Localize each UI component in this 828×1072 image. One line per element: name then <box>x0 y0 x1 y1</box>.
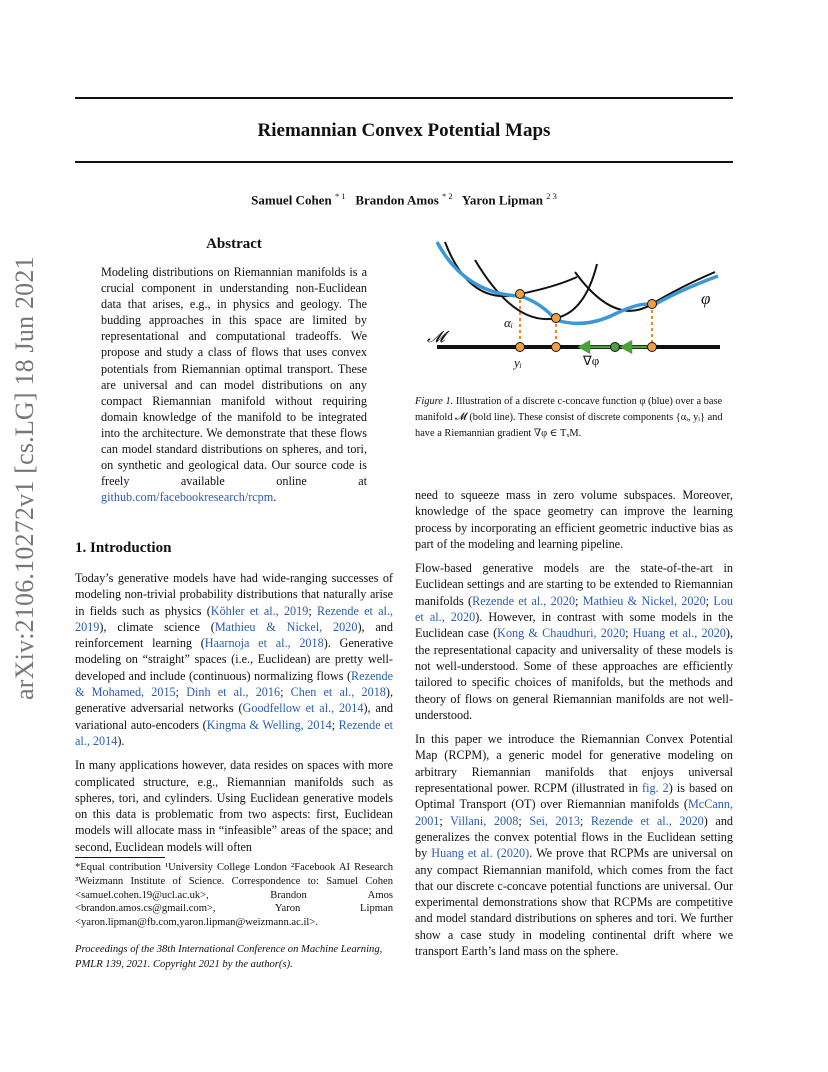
author-2: Brandon Amos <box>355 192 439 208</box>
label-phi: φ <box>701 289 711 308</box>
footnote: *Equal contribution ¹University College London ²Facebook AI Research ³Weizmann Institute of Science. Correspondence to: Samuel Cohen <samuel.cohen.19@ucl.ac.uk>, Brandon Amos <brandon.amos.cs@gmail.com>, Yaron Lipman <yaron.lipman@fb.com,yaron.lipman@weizmann.ac.il>. <box>75 862 393 929</box>
right-paragraph-1: need to squeeze mass in zero volume subspaces. Moreover, knowledge of the space geometry can improve the learning process by incorporating an efficient geometric inductive bias as part of the modeling and learning pipeline. <box>415 488 733 551</box>
citation-link[interactable]: Dinh et al., 2016 <box>186 685 281 700</box>
citation-link[interactable]: fig. 2 <box>642 781 669 796</box>
intro-paragraph-1 <box>75 570 393 749</box>
label-alpha: αᵢ <box>504 315 513 330</box>
paragraph-text: ), and variational auto-encoders ( <box>75 701 394 732</box>
point-3 <box>648 300 657 309</box>
author-1-affiliation: * 1 <box>334 191 346 201</box>
top-rule <box>75 97 733 99</box>
figure-caption <box>415 394 733 441</box>
citation-link[interactable]: Rezende et al., 2014 <box>75 717 394 748</box>
citation-link[interactable]: Rezende & Mohamed, 2015 <box>75 668 393 700</box>
paragraph-text: ; <box>439 813 451 828</box>
x-point <box>611 343 620 352</box>
author-3-affiliation: 2 3 <box>546 191 557 201</box>
paragraph-text: ), climate science ( <box>99 619 215 634</box>
citation-link[interactable]: Sei, 2013 <box>529 813 580 828</box>
paragraph-text: ; <box>331 717 339 732</box>
citation-link[interactable]: Rezende et al., 2020 <box>590 813 704 828</box>
title-bottom-rule <box>75 161 733 163</box>
footnote-rule <box>75 857 165 858</box>
paragraph-text: ). <box>117 733 125 748</box>
y-point-1 <box>516 343 525 352</box>
paragraph-text: In this paper we introduce the Riemannian Convex Potential Map (RCPM), a generic model for generative modeling on arbitrary Riemannian manifolds that enjoys universal representational power. RCPM (illustrated in <box>415 732 733 796</box>
phi-curve <box>437 242 718 323</box>
author-1: Samuel Cohen <box>251 192 332 208</box>
label-manifold: 𝓜 <box>427 329 445 346</box>
label-grad: ∇φ <box>583 353 600 368</box>
arxiv-stamp: arXiv:2106.10272v1 [cs.LG] 18 Jun 2021 <box>10 256 39 700</box>
paragraph-text: ; <box>175 685 187 700</box>
citation-link[interactable]: Mathieu & Nickel, 2020 <box>214 619 358 634</box>
paragraph-text: ; <box>280 685 291 700</box>
citation-link[interactable]: Goodfellow et al., 2014 <box>242 701 364 716</box>
intro-paragraph-2: In many applications however, data resides on spaces with more complicated structure, e.g., Riemannian manifolds such as spheres, tori, and cylinders. Using Euclidean generative models on this data is problematic from two aspects: first, Euclidean models will allocate mass in “infeasible” areas of the space; and second, Euclidean models will often <box>75 758 393 854</box>
paragraph-text: ; <box>625 626 633 641</box>
left-column <box>75 570 393 855</box>
section-heading: 1. Introduction <box>75 540 172 556</box>
figure-1-illustration <box>415 232 733 372</box>
citation-link[interactable]: Rezende et al., 2020 <box>472 593 576 608</box>
paragraph-text: ), the representational capacity and universality of these models is not well-understood. Some of these approaches are efficiently tailored to specific choices of manifolds, but the methods and theory of flows on general Riemannian manifolds are not well-understood. <box>415 626 734 722</box>
citation-link[interactable]: Mathieu & Nickel, 2020 <box>582 593 706 608</box>
point-2 <box>552 314 561 323</box>
source-code-link[interactable]: github.com/facebookresearch/rcpm <box>101 490 274 505</box>
caption-text: Illustration of a discrete c-concave function φ (blue) over a base manifold 𝓜 (bold line). These consist of discrete components {αᵢ, yᵢ} and have a Riemannian gradient ∇φ ∈ TₓM. <box>415 396 723 439</box>
y-point-2 <box>552 343 561 352</box>
paragraph-text: ), and reinforcement learning ( <box>75 619 393 651</box>
citation-link[interactable]: Rezende et al., 2019 <box>75 603 394 634</box>
citation-link[interactable]: Haarnoja et al., 2018 <box>204 636 324 651</box>
y-point-3 <box>648 343 657 352</box>
citation-link[interactable]: McCann, 2001 <box>415 797 733 828</box>
paragraph-text: ) and generalizes the convex potential flows in the Euclidean setting by <box>415 813 734 861</box>
abstract-body: Modeling distributions on Riemannian manifolds is a crucial component in understanding non-Euclidean data that arises, e.g., in physics and geology. The budding approaches in this space are limited by representational and computational tradeoffs. We propose and study a class of flows that uses convex potentials from Riemannian optimal transport. These are universal and can model distributions on any compact Riemannian manifold without requiring domain knowledge of the manifold to be integrated into the architecture. We demonstrate that these flows can model standard distributions on spheres, and tori, on synthetic and geological data. Our source code is freely available online at github.com/facebookresearch/rcpm. <box>101 265 367 505</box>
right-column <box>415 487 733 959</box>
paragraph-text: ; <box>705 593 714 608</box>
citation-link[interactable]: Lou et al., 2020 <box>415 593 734 625</box>
grad-arrow-1-head <box>580 342 589 352</box>
right-paragraph-3 <box>415 731 733 959</box>
author-list <box>75 191 733 208</box>
paragraph-text: ; <box>575 593 583 608</box>
piece-left <box>445 242 577 296</box>
citation-link[interactable]: Huang et al. (2020) <box>431 846 530 861</box>
abstract-heading: Abstract <box>206 236 262 252</box>
citation-link[interactable]: Kong & Chaudhuri, 2020 <box>497 626 626 641</box>
paragraph-text: . We prove that RCPMs are universal on any compact Riemannian manifold, which comes from the fact that our discrete c-concave potential functions are universal. Our experimental demonstrations show that RCPMs are competitive and model standard distributions on spheres and tori. We further show a case study in modeling continental drift where we transport Earth’s land mass on the sphere. <box>415 846 734 959</box>
citation-link[interactable]: Chen et al., 2018 <box>290 685 386 700</box>
paragraph-text: ). Generative modeling on “straight” spaces (i.e., Euclidean) are pretty well-developed and include (continuous) normalizing flows ( <box>75 636 393 683</box>
paragraph-text: ; <box>308 603 317 618</box>
paragraph-text: ; <box>518 813 530 828</box>
citation-link[interactable]: Villani, 2008 <box>450 813 519 828</box>
paragraph-text: Today’s generative models have had wide-ranging successes of modeling non-trivial probability distributions that naturally arise in fields such as physics ( <box>75 571 393 618</box>
abstract-text: Modeling distributions on Riemannian manifolds is a crucial component in understanding non-Euclidean data that arises, e.g., in physics and geology. The budding approaches in this space are limited by representational and computational tradeoffs. We propose and study a class of flows that uses convex potentials from Riemannian optimal transport. These are universal and can model distributions on any compact Riemannian manifold without requiring domain knowledge of the manifold to be integrated into the architecture. We demonstrate that these flows can model standard distributions on spheres, and tori, on synthetic and geological data. Our source code is freely available online at <box>101 265 367 489</box>
paragraph-text: ) is based on Optimal Transport (OT) over Riemannian manifolds ( <box>415 781 733 812</box>
caption-label: Figure 1. <box>415 396 454 407</box>
paper-title: Riemannian Convex Potential Maps <box>257 120 551 141</box>
citation-link[interactable]: Kingma & Welling, 2014 <box>206 717 332 732</box>
label-y: yᵢ <box>514 355 522 370</box>
citation-link[interactable]: Huang et al., 2020 <box>632 626 726 641</box>
paragraph-text: Flow-based generative models are the state-of-the-art in Euclidean settings and are starting to be extended to Riemannian manifolds ( <box>415 561 733 608</box>
right-paragraph-2 <box>415 560 733 723</box>
author-2-affiliation: * 2 <box>442 191 453 201</box>
citation-link[interactable]: Köhler et al., 2019 <box>210 603 309 618</box>
point-1 <box>516 290 525 299</box>
proceedings-note: Proceedings of the 38th International Conference on Machine Learning, PMLR 139, 2021. Copyright 2021 by the author(s). <box>75 944 383 970</box>
paragraph-text: ). However, in contrast with some models in the Euclidean case ( <box>415 610 734 641</box>
grad-arrow-2-head <box>622 342 631 352</box>
paragraph-text: ; <box>579 813 591 828</box>
paragraph-text: ), generative adversarial networks ( <box>75 685 393 716</box>
author-3: Yaron Lipman <box>461 192 543 208</box>
